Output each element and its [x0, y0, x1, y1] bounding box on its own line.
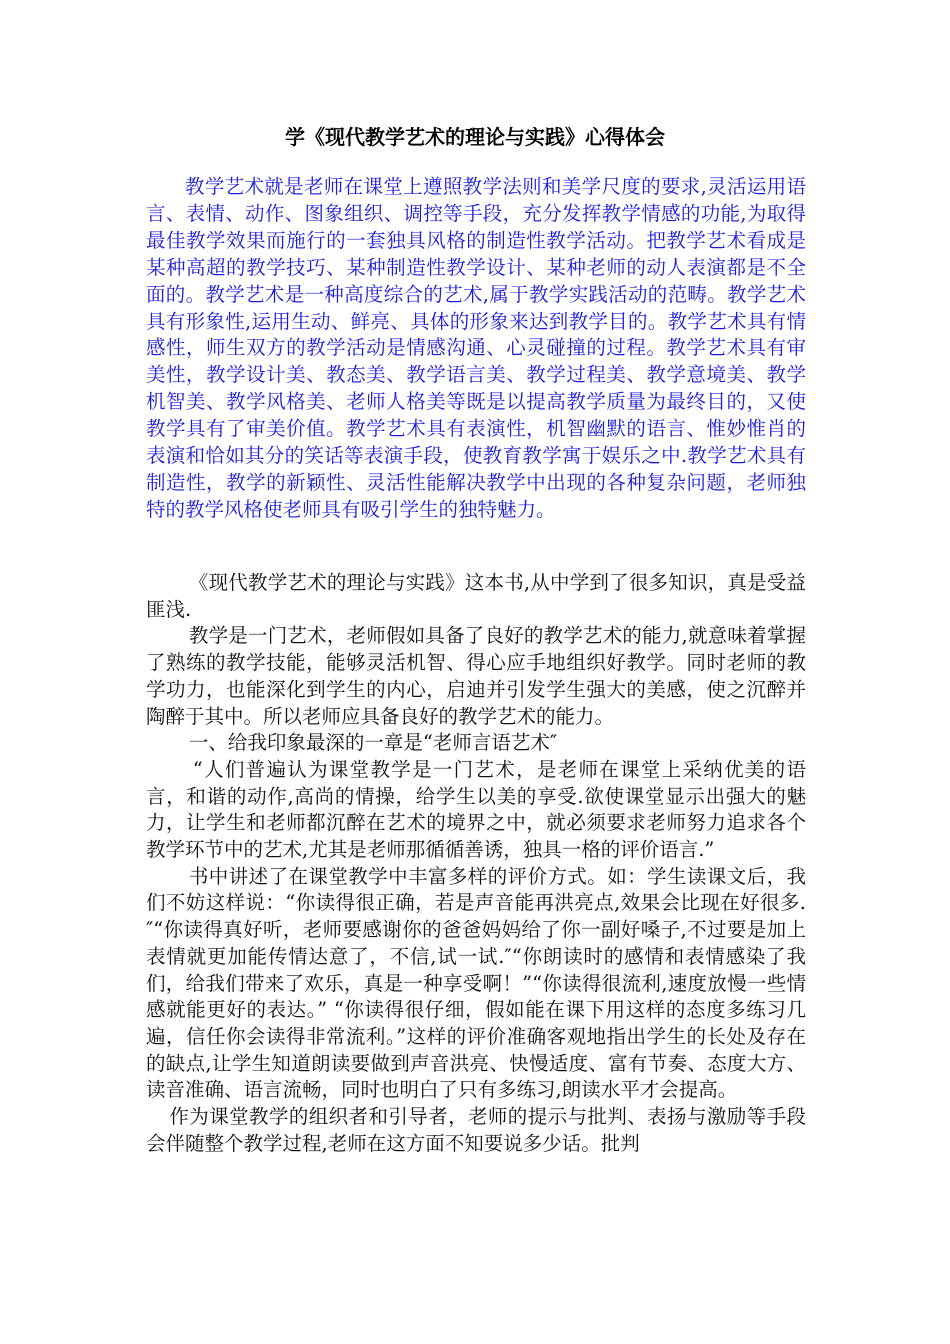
document-title: 学《现代教学艺术的理论与实践》心得体会 [285, 125, 665, 149]
quote-paragraph: “人们普遍认为课堂教学是一门艺术，是老师在课堂上采纳优美的语言，和谐的动作,高尚的情操，给学生以美的享受.欲使课堂显示出强大的魅力，让学生和老师都沉醉在艺术的境界之中，就必须要求老师努力追求各个教学环节中的艺术,尤其是老师那循循善诱，独具一格的评价语言.” [146, 757, 806, 862]
body-paragraph: 《现代教学艺术的理论与实践》这本书,从中学到了很多知识，真是受益匪浅. [146, 571, 806, 621]
document-body [146, 570, 806, 1157]
body-paragraph: 教学是一门艺术，老师假如具备了良好的教学艺术的能力,就意味着掌握了熟练的教学技能，能够灵活机智、得心应手地组织好教学。同时老师的教学功力，也能深化到学生的内心，启迪并引发学生强大的美感，使之沉醉并陶醉于其中。所以老师应具备良好的教学艺术的能力。 [146, 624, 806, 728]
intro-paragraph: 教学艺术就是老师在课堂上遵照教学法则和美学尺度的要求,灵活运用语言、表情、动作、图象组织、调控等手段，充分发挥教学情感的功能,为取得最佳教学效果而施行的一套独具风格的制造性教学活动。把教学艺术看成是某种高超的教学技巧、某种制造性教学设计、某种老师的动人表演都是不全面的。教学艺术是一种高度综合的艺术,属于教学实践活动的范畴。教学艺术具有形象性,运用生动、鲜亮、具体的形象来达到教学目的。教学艺术具有情感性，师生双方的教学活动是情感沟通、心灵碰撞的过程。教学艺术具有审美性，教学设计美、教态美、教学语言美、教学过程美、教学意境美、教学机智美、教学风格美、老师人格美等既是以提高教学质量为最终目的，又使教学具有了审美价值。教学艺术具有表演性，机智幽默的语言、惟妙惟肖的表演和恰如其分的笑话等表演手段，使教育教学寓于娱乐之中.教学艺术具有制造性，教学的新颖性、灵活性能解决教学中出现的各种复杂问题，老师独特的教学风格使老师具有吸引学生的独特魅力。 [146, 175, 806, 521]
section-heading: 一、给我印象最深的一章是“老师言语艺术″ [188, 731, 558, 755]
body-paragraph: 作为课堂教学的组织者和引导者，老师的提示与批判、表扬与激励等手段会伴随整个教学过程,老师在这方面不知要说多少话。批判 [146, 1105, 806, 1155]
body-paragraph: 书中讲述了在课堂教学中丰富多样的评价方式。如：学生读课文后，我们不妨这样说：“你读得很正确，若是声音能再洪亮点,效果会比现在好很多.″“你读得真好听，老师要感谢你的爸爸妈妈给了你一副好嗓子,不过要是加上表情就更加能传情达意了，不信,试一试.″“你朗读时的感情和表情感染了我们，给我们带来了欢乐，真是一种享受啊！”“你读得很流利,速度放慢一些情感就能更好的表达。” “你读得很仔细，假如能在课下用这样的态度多练习几遍，信任你会读得非常流利。”这样的评价准确客观地指出学生的长处及存在的缺点,让学生知道朗读要做到声音洪亮、快慢适度、富有节奏、态度大方、读音准确、语言流畅，同时也明白了只有多练习,朗读水平才会提高。 [146, 864, 806, 1102]
